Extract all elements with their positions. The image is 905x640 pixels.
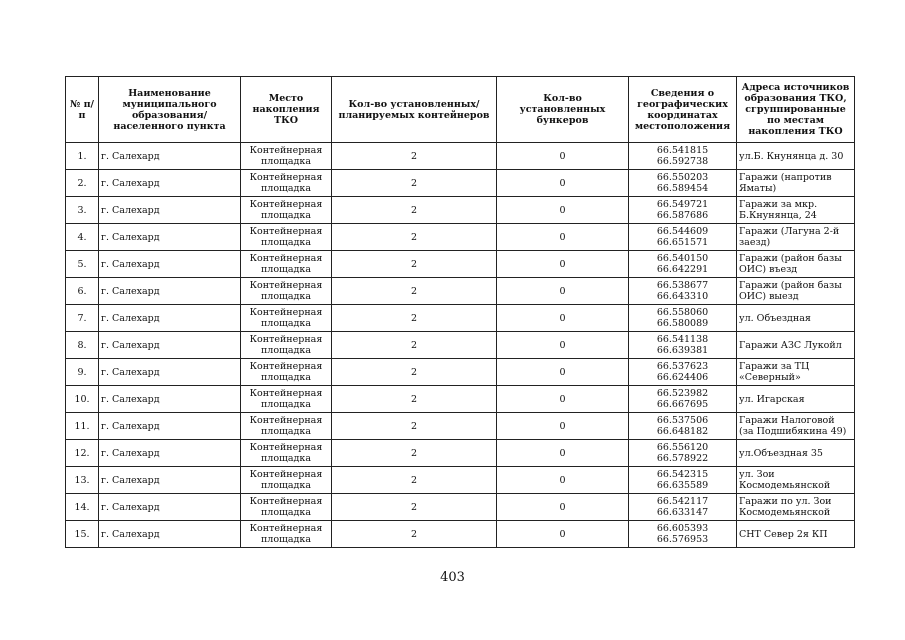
row-bunkers: 0 [497, 521, 629, 548]
row-city: г. Салехард [99, 386, 241, 413]
row-containers: 2 [332, 413, 497, 440]
row-place: Контейнерная площадка [241, 521, 332, 548]
row-place: Контейнерная площадка [241, 251, 332, 278]
row-containers: 2 [332, 305, 497, 332]
row-containers: 2 [332, 521, 497, 548]
row-lat: 66.537506 [656, 415, 709, 426]
row-lat: 66.542117 [656, 496, 709, 507]
row-lon: 66.624406 [656, 372, 709, 383]
row-bunkers: 0 [497, 251, 629, 278]
row-containers: 2 [332, 440, 497, 467]
row-coords [629, 494, 737, 521]
row-city: г. Салехард [99, 197, 241, 224]
row-address: Гаражи (Лагуна 2-й заезд) [737, 224, 855, 251]
row-city: г. Салехард [99, 278, 241, 305]
row-city: г. Салехард [99, 143, 241, 170]
row-place: Контейнерная площадка [241, 359, 332, 386]
row-containers: 2 [332, 224, 497, 251]
row-bunkers: 0 [497, 359, 629, 386]
row-address: Гаражи по ул. Зои Космодемьянской [737, 494, 855, 521]
row-num: 10. [66, 386, 99, 413]
header-row [66, 77, 855, 143]
row-bunkers: 0 [497, 278, 629, 305]
row-containers: 2 [332, 332, 497, 359]
row-coords [629, 224, 737, 251]
row-city: г. Салехард [99, 170, 241, 197]
row-city: г. Салехард [99, 440, 241, 467]
row-city: г. Салехард [99, 251, 241, 278]
row-num: 12. [66, 440, 99, 467]
row-num: 11. [66, 413, 99, 440]
row-address: Гаражи (напротив Яматы) [737, 170, 855, 197]
row-containers: 2 [332, 143, 497, 170]
row-place: Контейнерная площадка [241, 386, 332, 413]
row-lon: 66.578922 [656, 453, 709, 464]
row-place: Контейнерная площадка [241, 143, 332, 170]
row-coords [629, 170, 737, 197]
table-row [66, 278, 855, 305]
row-address: ул. Объездная [737, 305, 855, 332]
row-place: Контейнерная площадка [241, 413, 332, 440]
table-row [66, 386, 855, 413]
row-containers: 2 [332, 251, 497, 278]
row-lat: 66.544609 [656, 226, 709, 237]
row-num: 6. [66, 278, 99, 305]
row-lat: 66.549721 [656, 199, 709, 210]
row-coords [629, 440, 737, 467]
table-row [66, 413, 855, 440]
row-coords [629, 521, 737, 548]
row-lon: 66.633147 [656, 507, 709, 518]
table-row [66, 224, 855, 251]
row-coords [629, 413, 737, 440]
row-city: г. Салехард [99, 494, 241, 521]
row-num: 15. [66, 521, 99, 548]
header-municipality: Наименование муниципального образования/населенного пункта [99, 77, 241, 143]
header-num: № п/п [66, 77, 99, 143]
row-bunkers: 0 [497, 440, 629, 467]
row-lat: 66.541138 [656, 334, 709, 345]
table-body [66, 143, 855, 548]
row-address: ул. Зои Космодемьянской [737, 467, 855, 494]
row-lon: 66.639381 [656, 345, 709, 356]
row-coords [629, 386, 737, 413]
page-number: 403 [440, 570, 465, 585]
row-address: Гаражи (район базы ОИС) въезд [737, 251, 855, 278]
row-bunkers: 0 [497, 386, 629, 413]
table-row [66, 467, 855, 494]
row-coords [629, 305, 737, 332]
row-city: г. Салехард [99, 332, 241, 359]
row-address: ул.Объездная 35 [737, 440, 855, 467]
row-lat: 66.605393 [656, 523, 709, 534]
row-bunkers: 0 [497, 170, 629, 197]
row-containers: 2 [332, 278, 497, 305]
header-coords: Сведения о географических координатах местоположения [629, 77, 737, 143]
row-place: Контейнерная площадка [241, 278, 332, 305]
row-num: 8. [66, 332, 99, 359]
row-containers: 2 [332, 197, 497, 224]
row-lat: 66.541815 [656, 145, 709, 156]
row-lat: 66.540150 [656, 253, 709, 264]
row-lon: 66.651571 [656, 237, 709, 248]
row-address: Гаражи за мкр. Б.Кнунянца, 24 [737, 197, 855, 224]
row-num: 4. [66, 224, 99, 251]
row-lat: 66.537623 [656, 361, 709, 372]
table-row [66, 332, 855, 359]
row-lon: 66.667695 [656, 399, 709, 410]
row-containers: 2 [332, 386, 497, 413]
row-coords [629, 251, 737, 278]
row-address: Гаражи АЗС Лукойл [737, 332, 855, 359]
row-lat: 66.550203 [656, 172, 709, 183]
row-place: Контейнерная площадка [241, 197, 332, 224]
row-city: г. Салехард [99, 413, 241, 440]
row-city: г. Салехард [99, 224, 241, 251]
row-address: ул.Б. Кнунянца д. 30 [737, 143, 855, 170]
tko-registry-table [65, 76, 855, 548]
row-bunkers: 0 [497, 467, 629, 494]
row-lat: 66.542315 [656, 469, 709, 480]
row-coords [629, 143, 737, 170]
row-coords [629, 332, 737, 359]
table-row [66, 440, 855, 467]
row-num: 1. [66, 143, 99, 170]
row-containers: 2 [332, 359, 497, 386]
row-lat: 66.558060 [656, 307, 709, 318]
row-lon: 66.635589 [656, 480, 709, 491]
row-place: Контейнерная площадка [241, 494, 332, 521]
row-coords [629, 197, 737, 224]
table-row [66, 197, 855, 224]
row-city: г. Салехард [99, 305, 241, 332]
header-containers: Кол-во установленных/планируемых контейнеров [332, 77, 497, 143]
row-coords [629, 359, 737, 386]
row-address: ул. Игарская [737, 386, 855, 413]
row-num: 2. [66, 170, 99, 197]
row-coords [629, 467, 737, 494]
table-row [66, 494, 855, 521]
row-num: 13. [66, 467, 99, 494]
table-row [66, 143, 855, 170]
row-containers: 2 [332, 467, 497, 494]
header-place: Место накопления ТКО [241, 77, 332, 143]
row-place: Контейнерная площадка [241, 467, 332, 494]
table-row [66, 251, 855, 278]
table-row [66, 305, 855, 332]
row-lon: 66.648182 [656, 426, 709, 437]
row-lon: 66.587686 [656, 210, 709, 221]
row-lon: 66.580089 [656, 318, 709, 329]
row-place: Контейнерная площадка [241, 224, 332, 251]
row-lat: 66.556120 [656, 442, 709, 453]
row-address: Гаражи (район базы ОИС) выезд [737, 278, 855, 305]
row-city: г. Салехард [99, 359, 241, 386]
row-city: г. Салехард [99, 521, 241, 548]
row-num: 9. [66, 359, 99, 386]
row-num: 3. [66, 197, 99, 224]
header-addresses: Адреса источников образования ТКО, сгруппированные по местам накопления ТКО [737, 77, 855, 143]
row-place: Контейнерная площадка [241, 305, 332, 332]
row-containers: 2 [332, 494, 497, 521]
row-place: Контейнерная площадка [241, 332, 332, 359]
row-num: 7. [66, 305, 99, 332]
row-place: Контейнерная площадка [241, 440, 332, 467]
row-num: 14. [66, 494, 99, 521]
row-address: СНТ Север 2я КП [737, 521, 855, 548]
row-bunkers: 0 [497, 197, 629, 224]
row-place: Контейнерная площадка [241, 170, 332, 197]
row-lon: 66.589454 [656, 183, 709, 194]
row-coords [629, 278, 737, 305]
row-bunkers: 0 [497, 332, 629, 359]
row-bunkers: 0 [497, 494, 629, 521]
row-bunkers: 0 [497, 224, 629, 251]
row-lon: 66.642291 [656, 264, 709, 275]
row-bunkers: 0 [497, 143, 629, 170]
row-address: Гаражи Налоговой (за Подшибякина 49) [737, 413, 855, 440]
table-row [66, 521, 855, 548]
header-bunkers: Кол-во установленных бункеров [497, 77, 629, 143]
row-lat: 66.538677 [656, 280, 709, 291]
row-lon: 66.576953 [656, 534, 709, 545]
row-containers: 2 [332, 170, 497, 197]
row-lat: 66.523982 [656, 388, 709, 399]
row-num: 5. [66, 251, 99, 278]
row-city: г. Салехард [99, 467, 241, 494]
table-row [66, 170, 855, 197]
table-row [66, 359, 855, 386]
row-lon: 66.592738 [656, 156, 709, 167]
row-address: Гаражи за ТЦ «Северный» [737, 359, 855, 386]
row-bunkers: 0 [497, 305, 629, 332]
row-bunkers: 0 [497, 413, 629, 440]
row-lon: 66.643310 [656, 291, 709, 302]
